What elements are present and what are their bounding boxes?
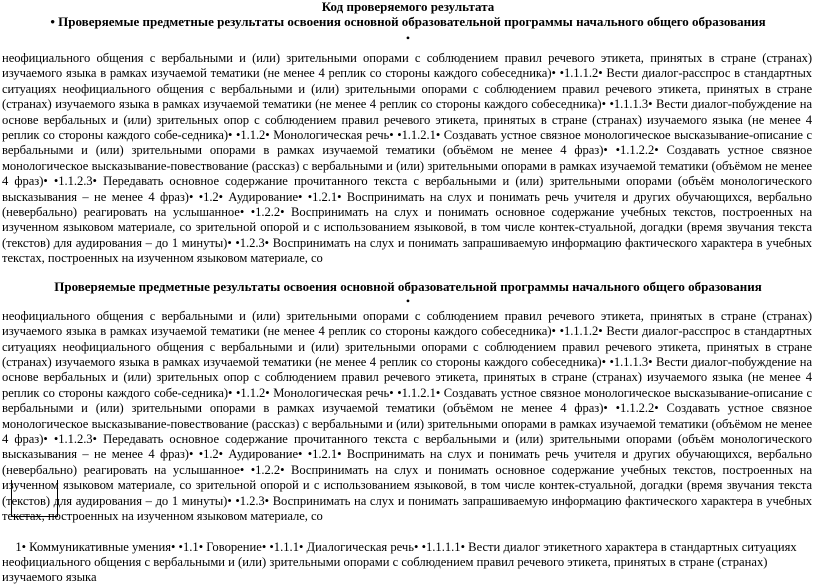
bottom-line-2: неофициального общения с вербальными и (или) зрительными опорами с соблюдением правил речевого этикета, принятых в стране (странах) изучаемого языка bbox=[2, 555, 768, 584]
results-heading: • Проверяемые предметные результаты освоения основной образовательной программы начального общего образования bbox=[50, 14, 766, 29]
code-title: Код проверяемого результата bbox=[321, 0, 495, 14]
table-cell-outline bbox=[11, 480, 58, 517]
results-heading-2: Проверяемые предметные результаты освоения основной образовательной программы начального общего образования bbox=[54, 278, 762, 294]
bottom-line-1: 1• Коммуникативные умения• •1.1• Говорение• •1.1.1• Диалогическая речь• •1.1.1.1• Вести диалог этикетного характера в стандартных ситуациях bbox=[15, 540, 797, 554]
bullet-marker: • bbox=[405, 31, 411, 45]
bottom-text bbox=[0, 540, 812, 585]
section-gap bbox=[0, 267, 816, 279]
results-paragraph-2: неофициального общения с вербальными и (или) зрительными опорами с соблюдением правил речевого этикета, принятых в стране (странах) изучаемого языка в рамках изучаемой тематики (не менее 4 реплик со стороны каждого собеседника)• •1.1.1.2• Вести диалог-расспрос в стандартных ситуациях неофициального общения с вербальными и (или) зрительными опорами с соблюдением правил речевого этикета, принятых в стране (странах) изучаемого языка в рамках изучаемой тематики (не менее 4 реплик со стороны каждого собеседника)• •1.1.1.3• Вести диалог-побуждение на основе вербальных и (или) зрительных опор с соблюдением правил речевого этикета, принятых в стране (странах) изучаемого языка (не менее 4 реплик со стороны каждого собе-седника)• •1.1.2• Монологическая речь• •1.1.2.1• Создавать устное связное монологическое высказывание-описание с вербальными и (или) зрительными опорами в рамках изучаемой тематики (объёмом не менее 4 фраз)• •1.1.2.2• Создавать устное связное монологическое высказывание-повествование (рассказ) с вербальными и (или) зрительными опорами в рамках изучаемой тематики (объёмом не менее 4 фраз)• •1.1.2.3• Передавать основное содержание прочитанного текста с вербальными и (или) зрительными опорами (объём монологического высказывания – не менее 4 фраз)• •1.2• Аудирование• •1.2.1• Воспринимать на слух и понимать речь учителя и других обучающихся, вербально (невербально) реагировать на услышанное• •1.2.2• Воспринимать на слух и понимать основное содержание учебных текстов, построенных на изученном языковом материале, со зрительной опорой и с использованием языковой, в том числе контек-стуальной, догадки (время звучания текста (текстов) для аудирования – до 1 минуты)• •1.2.3• Воспринимать на слух и понимать запрашиваемую информацию фактического характера в учебных текстах, построенных на изученном языковом материале, со bbox=[2, 308, 812, 523]
bullet-marker-2: • bbox=[405, 293, 411, 308]
results-paragraph-1: неофициального общения с вербальными и (или) зрительными опорами с соблюдением правил речевого этикета, принятых в стране (странах) изучаемого языка в рамках изучаемой тематики (не менее 4 реплик со стороны каждого собеседника)• •1.1.1.2• Вести диалог-расспрос в стандартных ситуациях неофициального общения с вербальными и (или) зрительными опорами с соблюдением правил речевого этикета, принятых в стране (странах) изучаемого языка в рамках изучаемой тематики (не менее 4 реплик со стороны каждого собеседника)• •1.1.1.3• Вести диалог-побуждение на основе вербальных и (или) зрительных опор с соблюдением правил речевого этикета, принятых в стране (странах) изучаемого языка (не менее 4 реплик со стороны каждого собе-седника)• •1.1.2• Монологическая речь• •1.1.2.1• Создавать устное связное монологическое высказывание-описание с вербальными и (или) зрительными опорами в рамках изучаемой тематики (объёмом не менее 4 фраз)• •1.1.2.2• Создавать устное связное монологическое высказывание-повествование (рассказ) с вербальными и (или) зрительными опорами в рамках изучаемой тематики (объёмом не менее 4 фраз)• •1.1.2.3• Передавать основное содержание прочитанного текста с вербальными и (или) зрительными опорами (объём монологического высказывания – не менее 4 фраз)• •1.2• Аудирование• •1.2.1• Воспринимать на слух и понимать речь учителя и других обучающихся, вербально (невербально) реагировать на услышанное• •1.2.2• Воспринимать на слух и понимать основное содержание учебных текстов, построенных на изученном языковом материале, со зрительной опорой и с использованием языковой, в том числе контек-стуальной, догадки (время звучания текста (текстов) для аудирования – до 1 минуты)• •1.2.3• Воспринимать на слух и понимать запрашиваемую информацию фактического характера в учебных текстах, построенных на изученном языковом материале, со bbox=[2, 51, 812, 266]
